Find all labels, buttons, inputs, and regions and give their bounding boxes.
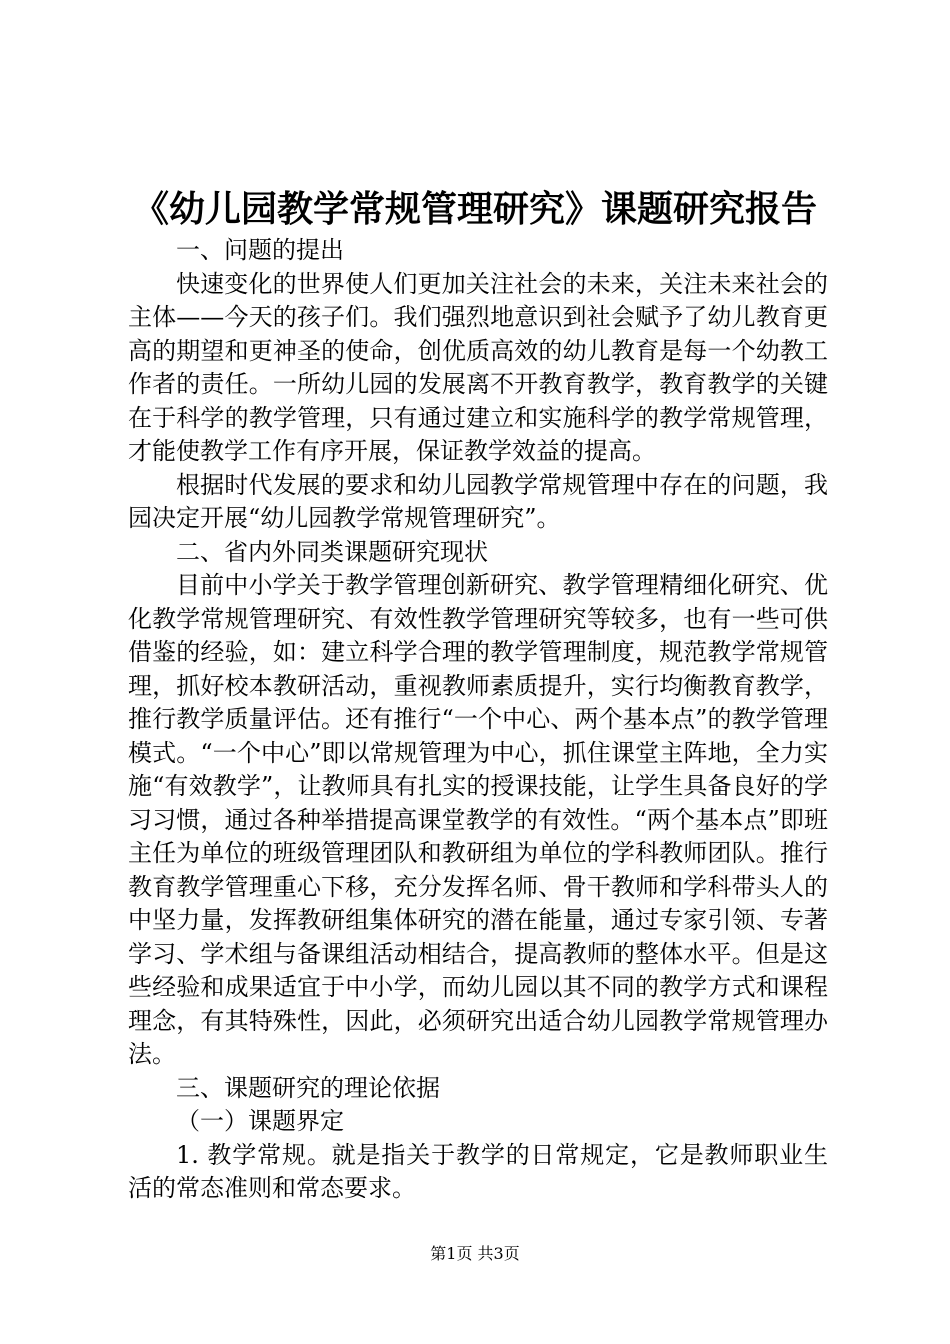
page-footer: 第1页 共3页 bbox=[430, 1244, 520, 1263]
paragraph-1: 快速变化的世界使人们更加关注社会的未来，关注未来社会的主体——今天的孩子们。我们强烈地意识到社会赋予了幼儿教育更高的期望和更神圣的使命，创优质高效的幼儿教育是每一个幼教工作者的责任。一所幼儿园的发展离不开教育教学，教育教学的关键在于科学的教学管理，只有通过建立和实施科学的教学常规管理，才能使教学工作有序开展，保证教学效益的提高。 bbox=[128, 269, 828, 465]
paragraph-2: 根据时代发展的要求和幼儿园教学常规管理中存在的问题，我园决定开展“幼儿园教学常规管理研究”。 bbox=[128, 470, 828, 532]
section-heading-3: 三、课题研究的理论依据 bbox=[176, 1073, 440, 1102]
document-body bbox=[128, 234, 828, 1206]
document-title: 《幼儿园教学常规管理研究》课题研究报告 bbox=[132, 188, 817, 230]
section-heading-1: 一、问题的提出 bbox=[176, 236, 344, 264]
paragraph-4: 1. 教学常规。就是指关于教学的日常规定，它是教师职业生活的常态准则和常态要求。 bbox=[128, 1140, 828, 1202]
section-heading-2: 二、省内外同类课题研究现状 bbox=[176, 537, 488, 566]
paragraph-3: 目前中小学关于教学管理创新研究、教学管理精细化研究、优化教学常规管理研究、有效性教学管理研究等较多，也有一些可供借鉴的经验，如：建立科学合理的教学管理制度，规范教学常规管理，抓好校本教研活动，重视教师素质提升，实行均衡教育教学，推行教学质量评估。还有推行“一个中心、两个基本点”的教学管理模式。“一个中心”即以常规管理为中心，抓住课堂主阵地，全力实施“有效教学”，让教师具有扎实的授课技能，让学生具备良好的学习习惯，通过各种举措提高课堂教学的有效性。“两个基本点”即班主任为单位的班级管理团队和教研组为单位的学科教师团队。推行教育教学管理重心下移，充分发挥名师、骨干教师和学科带头人的中坚力量，发挥教研组集体研究的潜在能量，通过专家引领、专著学习、学术组与备课组活动相结合，提高教师的整体水平。但是这些经验和成果适宜于中小学，而幼儿园以其不同的教学方式和课程理念，有其特殊性，因此，必须研究出适合幼儿园教学常规管理办法。 bbox=[128, 571, 828, 1068]
subsection-heading-1: （一）课题界定 bbox=[176, 1107, 344, 1135]
